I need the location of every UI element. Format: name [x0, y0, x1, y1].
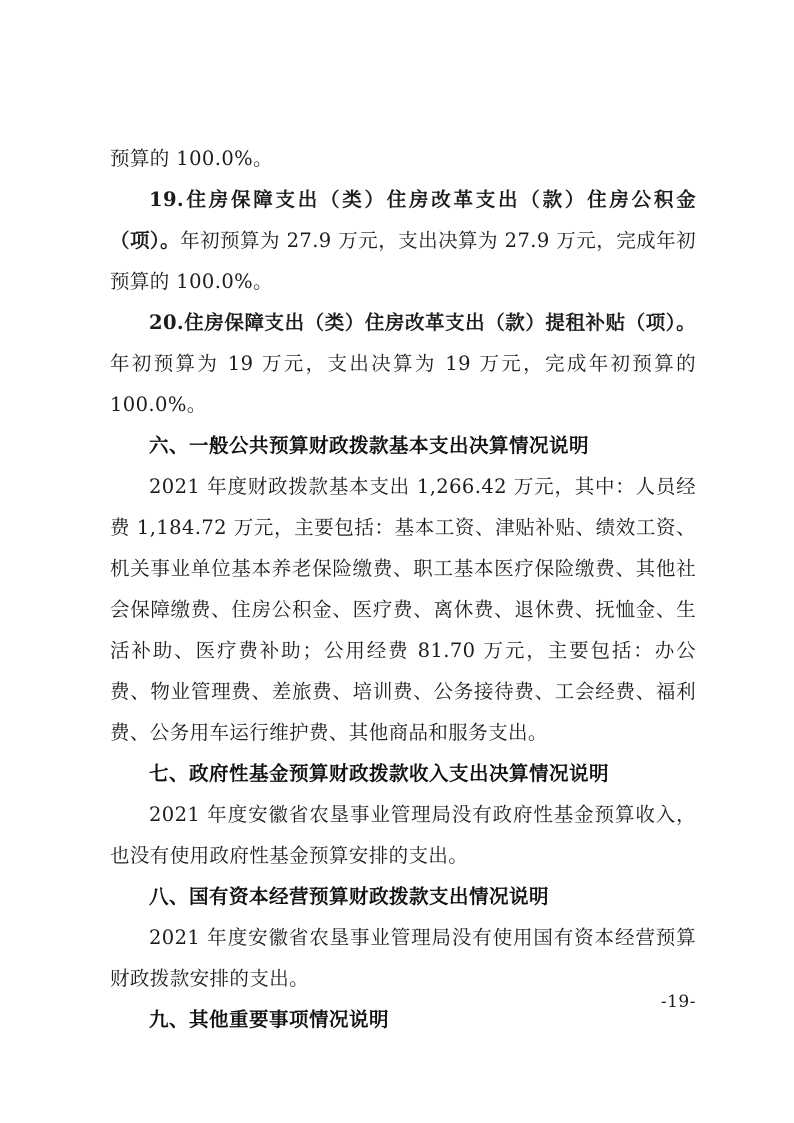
- paragraph-item-20: [110, 302, 696, 425]
- section-heading-eight: 八、国有资本经营预算财政拨款支出情况说明: [149, 885, 550, 908]
- paragraph-continuation: 预算的 100.0%。: [110, 147, 273, 170]
- paragraph-section-seven-body: 2021 年度安徽省农垦事业管理局没有政府性基金预算收入，也没有使用政府性基金预算安排的支出。: [110, 803, 696, 867]
- page-number: -19-: [660, 992, 696, 1012]
- section-heading-nine: 九、其他重要事项情况说明: [149, 1008, 390, 1031]
- item-19-lead: 19.住房保障支出（类）住房改革支出（款）住房公积金（项）。: [110, 188, 696, 252]
- paragraph-item-19: [110, 179, 696, 302]
- item-20-body: 年初预算为 19 万元，支出决算为 19 万元，完成年初预算的 100.0%。: [110, 352, 696, 416]
- section-heading-seven: 七、政府性基金预算财政拨款收入支出决算情况说明: [149, 762, 610, 785]
- item-19-body: 年初预算为 27.9 万元，支出决算为 27.9 万元，完成年初预算的 100.0%。: [110, 229, 696, 293]
- item-20-lead: 20.住房保障支出（类）住房改革支出（款）提租补贴（项）。: [149, 311, 696, 334]
- paragraph-section-eight-body: 2021 年度安徽省农垦事业管理局没有使用国有资本经营预算财政拨款安排的支出。: [110, 926, 696, 990]
- section-heading-six: 六、一般公共预算财政拨款基本支出决算情况说明: [149, 434, 590, 457]
- paragraph-section-six-body: 2021 年度财政拨款基本支出 1,266.42 万元，其中：人员经费 1,184.72 万元，主要包括：基本工资、津贴补贴、绩效工资、机关事业单位基本养老保险缴费、职工基本医疗保险缴费、其他社会保障缴费、住房公积金、医疗费、离休费、退休费、抚恤金、生活补助、医疗费补助；公用经费 81.70 万元，主要包括：办公费、物业管理费、差旅费、培训费、公务接待费、工会经费、福利费、公务用车运行维护费、其他商品和服务支出。: [110, 475, 696, 744]
